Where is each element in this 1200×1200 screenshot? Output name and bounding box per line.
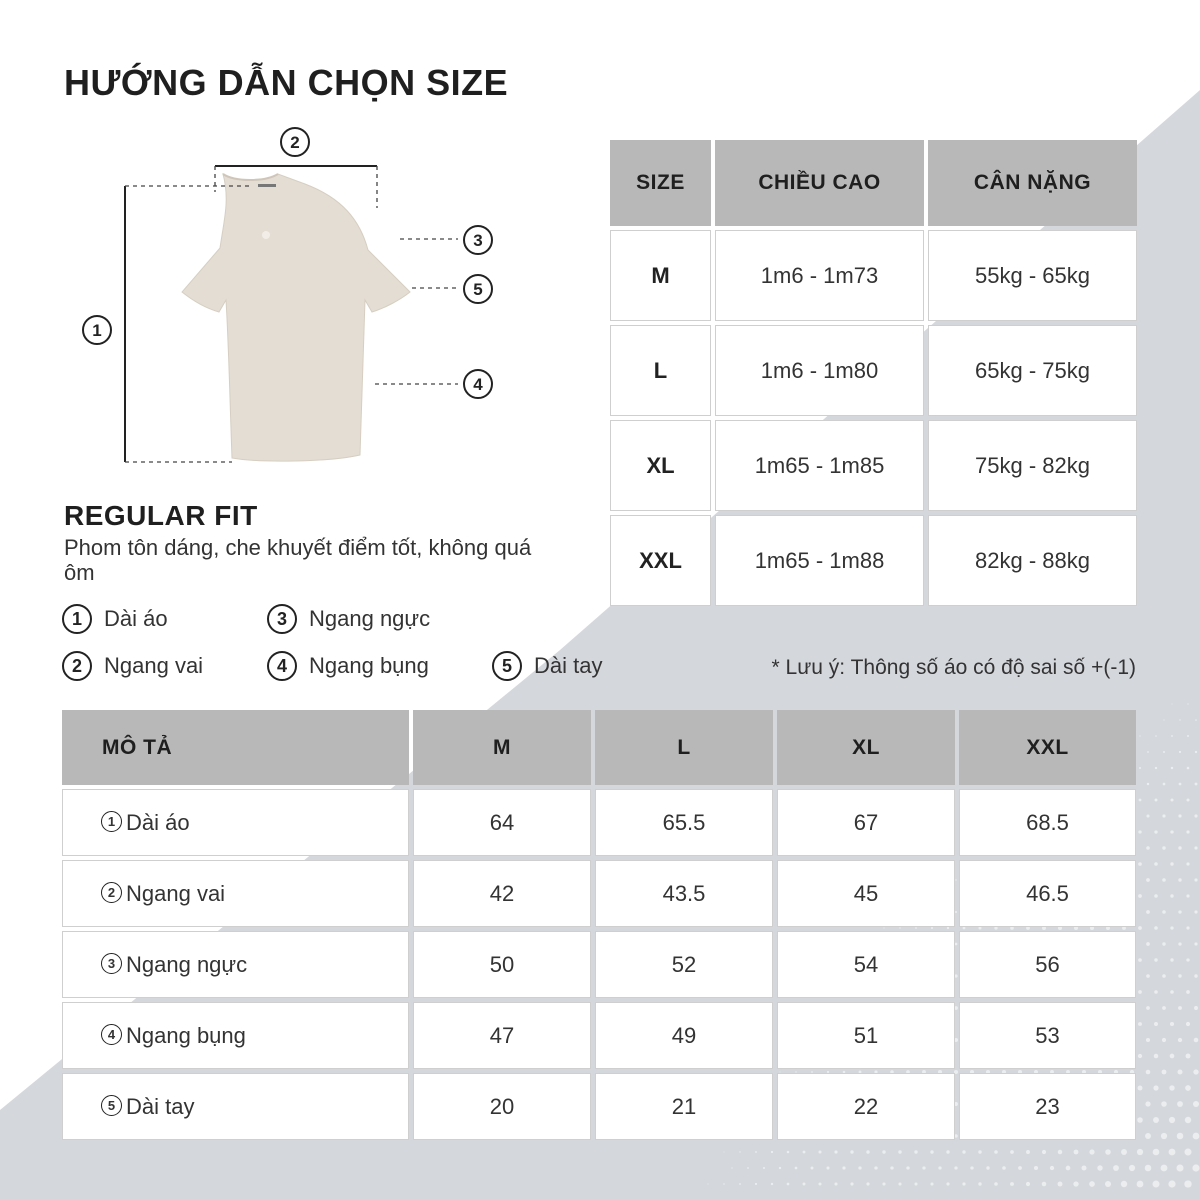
pattern-dot (1179, 719, 1180, 720)
pattern-dot (1194, 1006, 1198, 1010)
pattern-dot (1146, 1006, 1150, 1010)
pattern-dot (978, 1150, 981, 1153)
pattern-dot (1034, 1166, 1038, 1170)
pattern-dot (723, 1151, 724, 1152)
pattern-dot (1074, 1150, 1079, 1155)
pattern-dot (1178, 1038, 1182, 1042)
legend-number: 1 (62, 604, 92, 634)
legend-number: 3 (267, 604, 297, 634)
measurement-row (62, 1002, 1136, 1069)
value-cell: 21 (595, 1073, 773, 1140)
legend-item-ngang-vai (62, 651, 203, 681)
pattern-dot (1162, 942, 1165, 945)
pattern-dot (1177, 1101, 1183, 1107)
value-cell: 56 (959, 931, 1136, 998)
pattern-dot (1170, 1022, 1174, 1026)
value-cell: 53 (959, 1002, 1136, 1069)
pattern-dot (1194, 878, 1197, 881)
svg-text:3: 3 (473, 231, 483, 250)
header-size: SIZE (610, 140, 711, 226)
legend-item-dai-ao (62, 604, 168, 634)
pattern-dot (1113, 1165, 1119, 1171)
value-cell: 50 (413, 931, 591, 998)
size-row (610, 325, 1137, 416)
measurement-row (62, 1073, 1136, 1140)
legend-label: Dài tay (534, 653, 603, 678)
legend-label: Ngang bụng (309, 653, 429, 678)
measurement-label-cell (62, 860, 409, 927)
pattern-dot (803, 1183, 806, 1186)
pattern-dot (1154, 958, 1157, 961)
value-cell: 65.5 (595, 789, 773, 856)
pattern-dot (1163, 719, 1164, 720)
pattern-dot (1186, 990, 1190, 994)
pattern-dot (1186, 926, 1189, 929)
legend-number: 5 (492, 651, 522, 681)
pattern-dot (1058, 1182, 1063, 1187)
svg-text:5: 5 (473, 280, 483, 299)
pattern-dot (1170, 1054, 1175, 1059)
pattern-dot (1178, 1006, 1182, 1010)
pattern-dot (1186, 830, 1189, 833)
pattern-dot (1161, 1133, 1167, 1139)
value-cell: 49 (595, 1002, 773, 1069)
pattern-dot (1168, 1180, 1175, 1187)
legend-item-ngang-nguc (267, 604, 430, 634)
pattern-dot (1129, 1165, 1135, 1171)
pattern-dot (1193, 1101, 1199, 1107)
pattern-dot (914, 1150, 917, 1153)
pattern-dot (986, 1166, 989, 1169)
pattern-dot (1186, 894, 1189, 897)
pattern-dot (1186, 958, 1189, 961)
pattern-dot (1002, 1166, 1006, 1170)
pattern-dot (1194, 846, 1197, 849)
pattern-dot (1170, 862, 1173, 865)
pattern-dot (1155, 767, 1157, 769)
legend-item-ngang-bung (267, 651, 429, 681)
pattern-dot (1178, 910, 1181, 913)
pattern-dot (1162, 878, 1166, 882)
pattern-dot (1177, 1133, 1184, 1140)
pattern-dot (1026, 1182, 1030, 1186)
pattern-dot (1154, 894, 1158, 898)
pattern-dot (1185, 1149, 1192, 1156)
pattern-dot (962, 1150, 965, 1153)
measurement-row (62, 789, 1136, 856)
pattern-dot (922, 1166, 925, 1169)
svg-text:4: 4 (473, 375, 483, 394)
value-cell: 68.5 (959, 789, 1136, 856)
pattern-dot (1186, 1022, 1190, 1026)
marker-2 (281, 128, 309, 156)
pattern-dot (1105, 1181, 1111, 1187)
pattern-dot (1042, 1182, 1047, 1187)
legend-label: Dài áo (104, 606, 168, 631)
pattern-dot (1178, 846, 1181, 849)
pattern-dot (1155, 799, 1158, 802)
pattern-dot (994, 1150, 998, 1154)
pattern-dot (1193, 1069, 1198, 1074)
svg-text:1: 1 (92, 321, 102, 340)
pattern-dot (1146, 814, 1149, 817)
value-cell: 43.5 (595, 860, 773, 927)
pattern-dot (1194, 974, 1197, 977)
pattern-dot (1154, 1054, 1158, 1058)
pattern-dot (707, 1183, 708, 1184)
pattern-dot (1146, 974, 1150, 978)
pattern-dot (1146, 846, 1150, 850)
pattern-dot (1146, 942, 1150, 946)
pattern-dot (1153, 1085, 1158, 1090)
pattern-dot (1169, 1085, 1174, 1090)
svg-text:2: 2 (290, 133, 300, 152)
pattern-dot (1170, 958, 1173, 961)
header-size-xxl: XXL (959, 710, 1136, 785)
pattern-dot (826, 1166, 829, 1169)
pattern-dot (834, 1150, 837, 1153)
pattern-dot (842, 1166, 845, 1169)
pattern-dot (1170, 894, 1173, 897)
header-weight: CÂN NẶNG (928, 140, 1137, 226)
measurement-label: Ngang ngực (126, 951, 248, 977)
pattern-dot (795, 1167, 798, 1170)
size-row (610, 515, 1137, 606)
pattern-dot (1154, 830, 1157, 833)
pattern-dot (803, 1151, 806, 1154)
pattern-dot (1154, 862, 1158, 866)
pattern-dot (1153, 1149, 1160, 1156)
pattern-dot (1162, 974, 1166, 978)
pattern-dot (1186, 798, 1189, 801)
pattern-dot (970, 1166, 973, 1169)
pattern-dot (1121, 1181, 1127, 1187)
marker-1 (83, 316, 111, 344)
pattern-dot (747, 1167, 749, 1169)
pattern-dot (1169, 1117, 1175, 1123)
header-size-l: L (595, 710, 773, 785)
pattern-dot (1179, 751, 1181, 753)
pattern-dot (779, 1167, 781, 1169)
pattern-dot (1195, 783, 1198, 786)
value-cell: 64 (413, 789, 591, 856)
pattern-dot (1178, 878, 1181, 881)
pattern-dot (1042, 1150, 1046, 1154)
pattern-dot (787, 1183, 790, 1186)
pattern-dot (1186, 862, 1189, 865)
pattern-dot (1147, 783, 1149, 785)
shirt-diagram-svg (60, 120, 520, 480)
pattern-dot (1145, 1101, 1150, 1106)
header-size-xl: XL (777, 710, 955, 785)
height-cell: 1m65 - 1m85 (715, 420, 924, 511)
pattern-dot (771, 1183, 773, 1185)
pattern-dot (1161, 1165, 1168, 1172)
legend-label: Ngang ngực (309, 606, 431, 631)
measurement-label-cell (62, 1002, 409, 1069)
value-cell: 54 (777, 931, 955, 998)
measurement-number: 3 (101, 953, 122, 974)
pattern-dot (850, 1182, 853, 1185)
header-description: MÔ TẢ (62, 710, 409, 785)
value-cell: 20 (413, 1073, 591, 1140)
pattern-dot (930, 1150, 933, 1153)
pattern-dot (787, 1151, 790, 1154)
size-row (610, 420, 1137, 511)
pattern-dot (1192, 1164, 1199, 1171)
marker-4 (464, 370, 492, 398)
value-cell: 67 (777, 789, 955, 856)
measurement-table-header (62, 710, 1136, 785)
size-row (610, 230, 1137, 321)
measurement-label: Ngang bụng (126, 1022, 246, 1048)
marker-3 (464, 226, 492, 254)
pattern-dot (1177, 1069, 1182, 1074)
pattern-dot (1137, 1149, 1143, 1155)
height-cell: 1m6 - 1m73 (715, 230, 924, 321)
pattern-dot (818, 1150, 821, 1153)
pattern-dot (763, 1167, 765, 1169)
pattern-dot (1172, 704, 1173, 705)
pattern-dot (1193, 1133, 1200, 1140)
pattern-dot (1089, 1149, 1094, 1154)
pattern-dot (1010, 1182, 1014, 1186)
pattern-dot (994, 1182, 998, 1186)
pattern-dot (1154, 1022, 1158, 1026)
pattern-dot (731, 1167, 732, 1168)
pattern-dot (1162, 910, 1166, 914)
weight-cell: 75kg - 82kg (928, 420, 1137, 511)
fit-description: Phom tôn dáng, che khuyết điểm tốt, không quá ôm (64, 535, 532, 585)
pattern-dot (978, 1182, 981, 1185)
pattern-dot (1194, 1038, 1199, 1043)
shirt-diagram (60, 120, 520, 480)
pattern-dot (739, 1183, 741, 1185)
height-cell: 1m65 - 1m88 (715, 515, 924, 606)
pattern-dot (946, 1150, 949, 1153)
pattern-dot (1162, 1070, 1167, 1075)
measurement-number: 4 (101, 1024, 122, 1045)
pattern-dot (866, 1150, 869, 1153)
pattern-dot (1050, 1166, 1054, 1170)
pattern-dot (954, 1166, 957, 1169)
legend-label: Ngang vai (104, 653, 204, 678)
pattern-dot (1073, 1181, 1078, 1186)
pattern-dot (1146, 878, 1150, 882)
pattern-dot (1018, 1166, 1022, 1170)
pattern-dot (866, 1182, 869, 1185)
pattern-dot (1066, 1166, 1071, 1171)
value-cell: 47 (413, 1002, 591, 1069)
size-cell: XL (610, 420, 711, 511)
pattern-dot (1194, 814, 1197, 817)
pattern-dot (1105, 1149, 1111, 1155)
pattern-dot (1154, 926, 1158, 930)
pattern-dot (1171, 767, 1173, 769)
pattern-dot (1152, 1180, 1159, 1187)
measurement-row (62, 931, 1136, 998)
measurement-number: 1 (101, 811, 122, 832)
pattern-dot (1010, 1150, 1014, 1154)
size-cell: M (610, 230, 711, 321)
pattern-dot (1195, 751, 1197, 753)
pattern-dot (1145, 1133, 1151, 1139)
pattern-dot (914, 1182, 917, 1185)
pattern-dot (1170, 926, 1173, 929)
measurement-label-cell (62, 931, 409, 998)
pattern-dot (1026, 1150, 1030, 1154)
fit-title: REGULAR FIT (64, 500, 258, 531)
pattern-dot (1186, 1054, 1191, 1059)
value-cell: 22 (777, 1073, 955, 1140)
pattern-dot (938, 1166, 941, 1169)
pattern-dot (1146, 1070, 1151, 1075)
measurement-table (62, 710, 1138, 1140)
value-cell: 51 (777, 1002, 955, 1069)
pattern-dot (1179, 783, 1182, 786)
pattern-dot (1153, 1117, 1159, 1123)
pattern-dot (1178, 974, 1181, 977)
pattern-dot (1161, 1101, 1167, 1107)
pattern-dot (1097, 1165, 1102, 1170)
value-cell: 46.5 (959, 860, 1136, 927)
pattern-dot (1058, 1150, 1062, 1154)
pattern-dot (834, 1182, 837, 1185)
pattern-dot (1162, 1006, 1166, 1010)
pattern-dot (1089, 1181, 1095, 1187)
weight-cell: 82kg - 88kg (928, 515, 1137, 606)
measurement-label-cell (62, 1073, 409, 1140)
pattern-dot (723, 1183, 724, 1184)
pattern-dot (1145, 1165, 1152, 1172)
pattern-dot (1147, 751, 1149, 753)
pattern-dot (1154, 990, 1158, 994)
measurement-number: 2 (101, 882, 122, 903)
pattern-dot (874, 1166, 877, 1169)
pattern-dot (1184, 1180, 1191, 1187)
measurement-row (62, 860, 1136, 927)
pattern-dot (1081, 1165, 1086, 1170)
pattern-dot (1171, 735, 1173, 737)
header-height: CHIỀU CAO (715, 140, 924, 226)
pattern-dot (1195, 719, 1197, 721)
pattern-dot (1155, 735, 1157, 737)
legend-item-dai-tay (492, 651, 602, 681)
header-size-m: M (413, 710, 591, 785)
pattern-dot (1178, 942, 1181, 945)
pattern-dot (898, 1182, 901, 1185)
pattern-dot (1187, 767, 1190, 770)
pattern-dot (1170, 990, 1174, 994)
pattern-dot (1163, 783, 1166, 786)
pattern-dot (1176, 1164, 1183, 1171)
page-title: HƯỚNG DẪN CHỌN SIZE (64, 62, 509, 103)
pattern-dot (1187, 703, 1188, 704)
pattern-dot (1146, 910, 1150, 914)
measurement-number: 5 (101, 1095, 122, 1116)
pattern-dot (1170, 830, 1173, 833)
weight-cell: 55kg - 65kg (928, 230, 1137, 321)
value-cell: 42 (413, 860, 591, 927)
pattern-dot (1185, 1085, 1191, 1091)
legend-number: 2 (62, 651, 92, 681)
pattern-dot (1163, 751, 1165, 753)
neck-label-icon (258, 184, 276, 187)
pattern-dot (1137, 1181, 1144, 1188)
pattern-dot (890, 1166, 893, 1169)
pattern-dot (1185, 1117, 1191, 1123)
pattern-dot (1162, 846, 1165, 849)
pattern-dot (1146, 1038, 1150, 1042)
value-cell: 23 (959, 1073, 1136, 1140)
pattern-dot (898, 1150, 901, 1153)
marker-5 (464, 275, 492, 303)
shirt-illustration (182, 174, 410, 461)
pattern-dot (930, 1182, 933, 1185)
value-cell: 52 (595, 931, 773, 998)
pattern-dot (1169, 1149, 1176, 1156)
pattern-dot (1194, 942, 1197, 945)
pattern-dot (755, 1183, 757, 1185)
pattern-dot (771, 1151, 773, 1153)
pattern-dot (1194, 910, 1197, 913)
pattern-dot (882, 1182, 885, 1185)
pattern-dot (858, 1166, 861, 1169)
pattern-dot (850, 1150, 853, 1153)
measurement-label: Ngang vai (126, 880, 226, 906)
tolerance-note: * Lưu ý: Thông số áo có độ sai số +(-1) (771, 656, 1136, 679)
value-cell: 45 (777, 860, 955, 927)
legend-number: 4 (267, 651, 297, 681)
pattern-dot (1121, 1149, 1127, 1155)
pattern-dot (906, 1166, 909, 1169)
measurement-label: Dài áo (126, 809, 190, 835)
pattern-dot (1162, 814, 1165, 817)
pattern-dot (1187, 735, 1189, 737)
pattern-dot (946, 1182, 949, 1185)
chest-logo-icon (262, 231, 270, 239)
size-cell: XXL (610, 515, 711, 606)
measurement-label: Dài tay (126, 1093, 195, 1119)
height-cell: 1m6 - 1m80 (715, 325, 924, 416)
pattern-dot (962, 1182, 965, 1185)
pattern-dot (739, 1151, 740, 1152)
size-table-header (610, 140, 1137, 226)
size-cell: L (610, 325, 711, 416)
size-table (610, 140, 1138, 606)
weight-cell: 65kg - 75kg (928, 325, 1137, 416)
measurement-label-cell (62, 789, 409, 856)
pattern-dot (1178, 814, 1181, 817)
pattern-dot (1170, 798, 1173, 801)
pattern-dot (882, 1150, 885, 1153)
pattern-dot (1162, 1038, 1166, 1042)
pattern-dot (755, 1151, 757, 1153)
pattern-dot (818, 1182, 821, 1185)
pattern-dot (811, 1167, 814, 1170)
